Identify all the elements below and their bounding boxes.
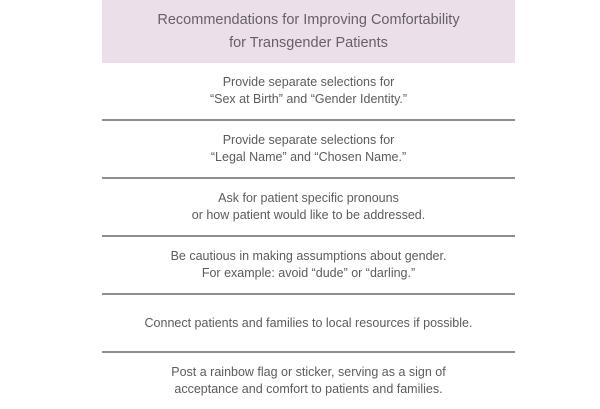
title-line-2: for Transgender Patients	[229, 34, 388, 51]
recommendation-item	[102, 353, 515, 409]
recommendation-line-2: “Sex at Birth” and “Gender Identity.”	[209, 92, 408, 106]
recommendation-item	[102, 237, 515, 293]
title-line-1: Recommendations for Improving Comfortability	[157, 11, 460, 28]
recommendation-item	[102, 179, 515, 235]
recommendation-line-1: Be cautious in making assumptions about gender.	[170, 249, 447, 263]
recommendations-panel	[102, 0, 515, 409]
recommendation-line-1: Post a rainbow flag or sticker, serving as a sign of	[171, 365, 446, 379]
recommendation-line-2: acceptance and comfort to patients and families.	[174, 382, 443, 396]
recommendation-line-2: or how patient would like to be addressed.	[191, 208, 426, 222]
recommendation-line-2: For example: avoid “dude” or “darling.”	[201, 266, 416, 280]
recommendation-item	[102, 63, 515, 119]
recommendation-line-1: Connect patients and families to local resources if possible.	[144, 315, 473, 330]
recommendation-line-1: Provide separate selections for	[222, 133, 395, 147]
recommendation-item	[102, 295, 515, 351]
recommendation-line-2: “Legal Name” and “Chosen Name.”	[210, 150, 407, 164]
recommendation-item	[102, 121, 515, 177]
recommendation-line-1: Provide separate selections for	[222, 75, 395, 89]
title-header	[102, 0, 515, 63]
recommendation-line-1: Ask for patient specific pronouns	[218, 191, 399, 205]
